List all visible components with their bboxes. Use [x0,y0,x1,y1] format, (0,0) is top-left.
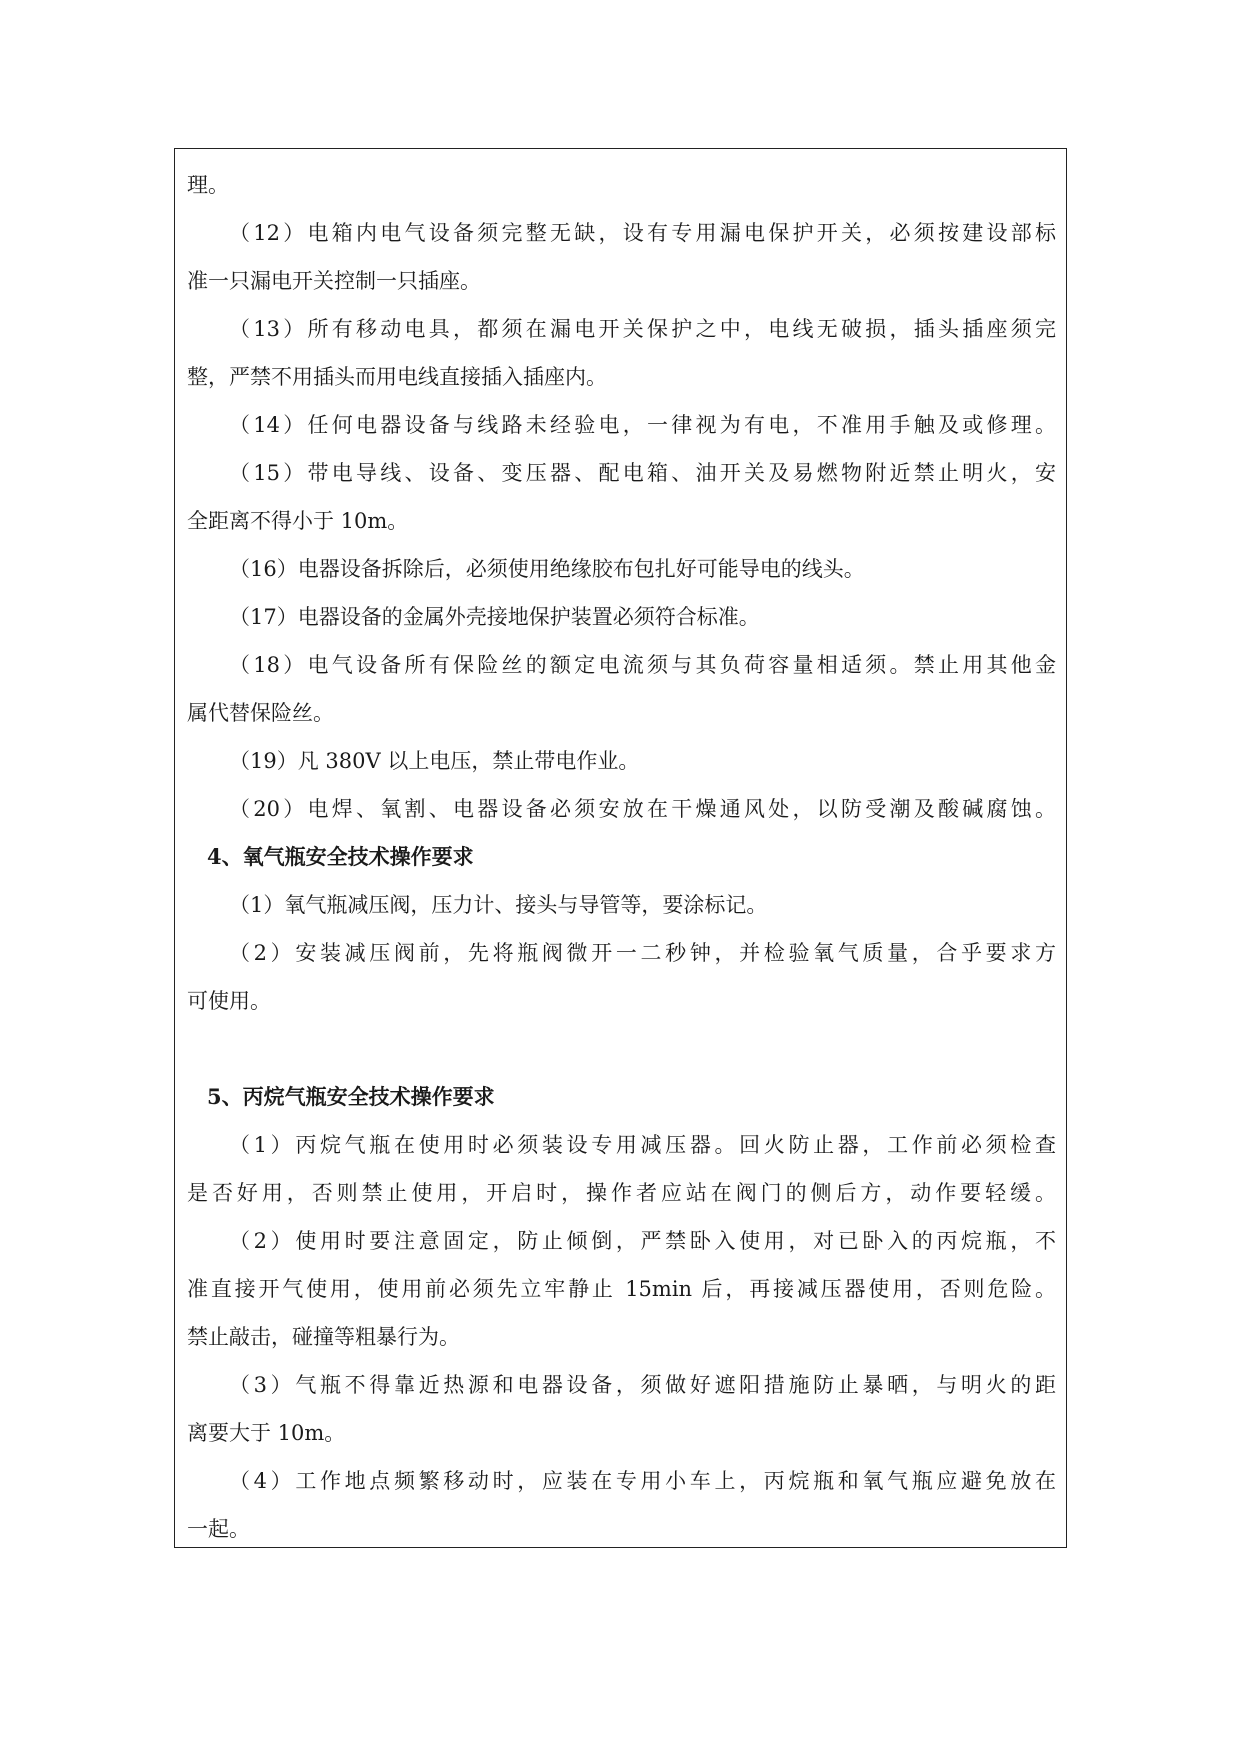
text-line: 一起。 [187,1517,250,1541]
text-line: 可使用。 [187,989,271,1013]
text-line: （2）使用时要注意固定，防止倾倒，严禁卧入使用，对已卧入的丙烷瓶，不 [229,1229,1056,1253]
text-line: （13）所有移动电具，都须在漏电开关保护之中，电线无破损，插头插座须完 [229,317,1056,341]
text-line: （1）丙烷气瓶在使用时必须装设专用减压器。回火防止器，工作前必须检查 [229,1133,1056,1157]
text-line: （2）安装减压阀前，先将瓶阀微开一二秒钟，并检验氧气质量，合乎要求方 [229,941,1056,965]
text-line: 离要大于 10m。 [187,1421,346,1445]
text-line: 理。 [187,173,229,197]
text-line: （4）工作地点频繁移动时，应装在专用小车上，丙烷瓶和氧气瓶应避免放在 [229,1469,1056,1493]
text-line: （17）电器设备的金属外壳接地保护装置必须符合标准。 [229,605,760,629]
text-line: （18）电气设备所有保险丝的额定电流须与其负荷容量相适须。禁止用其他金 [229,653,1056,677]
document-frame [174,148,1067,1548]
document-body [187,161,1056,1541]
text-line: （16）电器设备拆除后，必须使用绝缘胶布包扎好可能导电的线头。 [229,557,865,581]
text-line: （12）电箱内电气设备须完整无缺，设有专用漏电保护开关，必须按建设部标 [229,221,1056,245]
text-line: 整，严禁不用插头而用电线直接插入插座内。 [187,365,607,389]
text-line: （15）带电导线、设备、变压器、配电箱、油开关及易燃物附近禁止明火，安 [229,461,1056,485]
section-heading-propane: 5、丙烷气瓶安全技术操作要求 [207,1084,495,1109]
text-line: 准直接开气使用，使用前必须先立牢静止 15min 后，再接减压器使用，否则危险。 [187,1277,1056,1301]
text-line: 全距离不得小于 10m。 [187,509,409,533]
blank-line [187,1025,1056,1073]
text-line: 禁止敲击，碰撞等粗暴行为。 [187,1325,460,1349]
text-line: （20）电焊、氧割、电器设备必须安放在干燥通风处，以防受潮及酸碱腐蚀。 [229,797,1056,821]
text-line: 是否好用，否则禁止使用，开启时，操作者应站在阀门的侧后方，动作要轻缓。 [187,1181,1056,1205]
text-line: （3）气瓶不得靠近热源和电器设备，须做好遮阳措施防止暴晒，与明火的距 [229,1373,1056,1397]
text-line: （1）氧气瓶减压阀，压力计、接头与导管等，要涂标记。 [229,893,768,917]
text-line: （19）凡 380V 以上电压，禁止带电作业。 [229,749,640,773]
text-line: 属代替保险丝。 [187,701,334,725]
text-line: （14）任何电器设备与线路未经验电，一律视为有电，不准用手触及或修理。 [229,413,1056,437]
section-heading-oxygen: 4、氧气瓶安全技术操作要求 [207,844,474,869]
text-line: 准一只漏电开关控制一只插座。 [187,269,481,293]
